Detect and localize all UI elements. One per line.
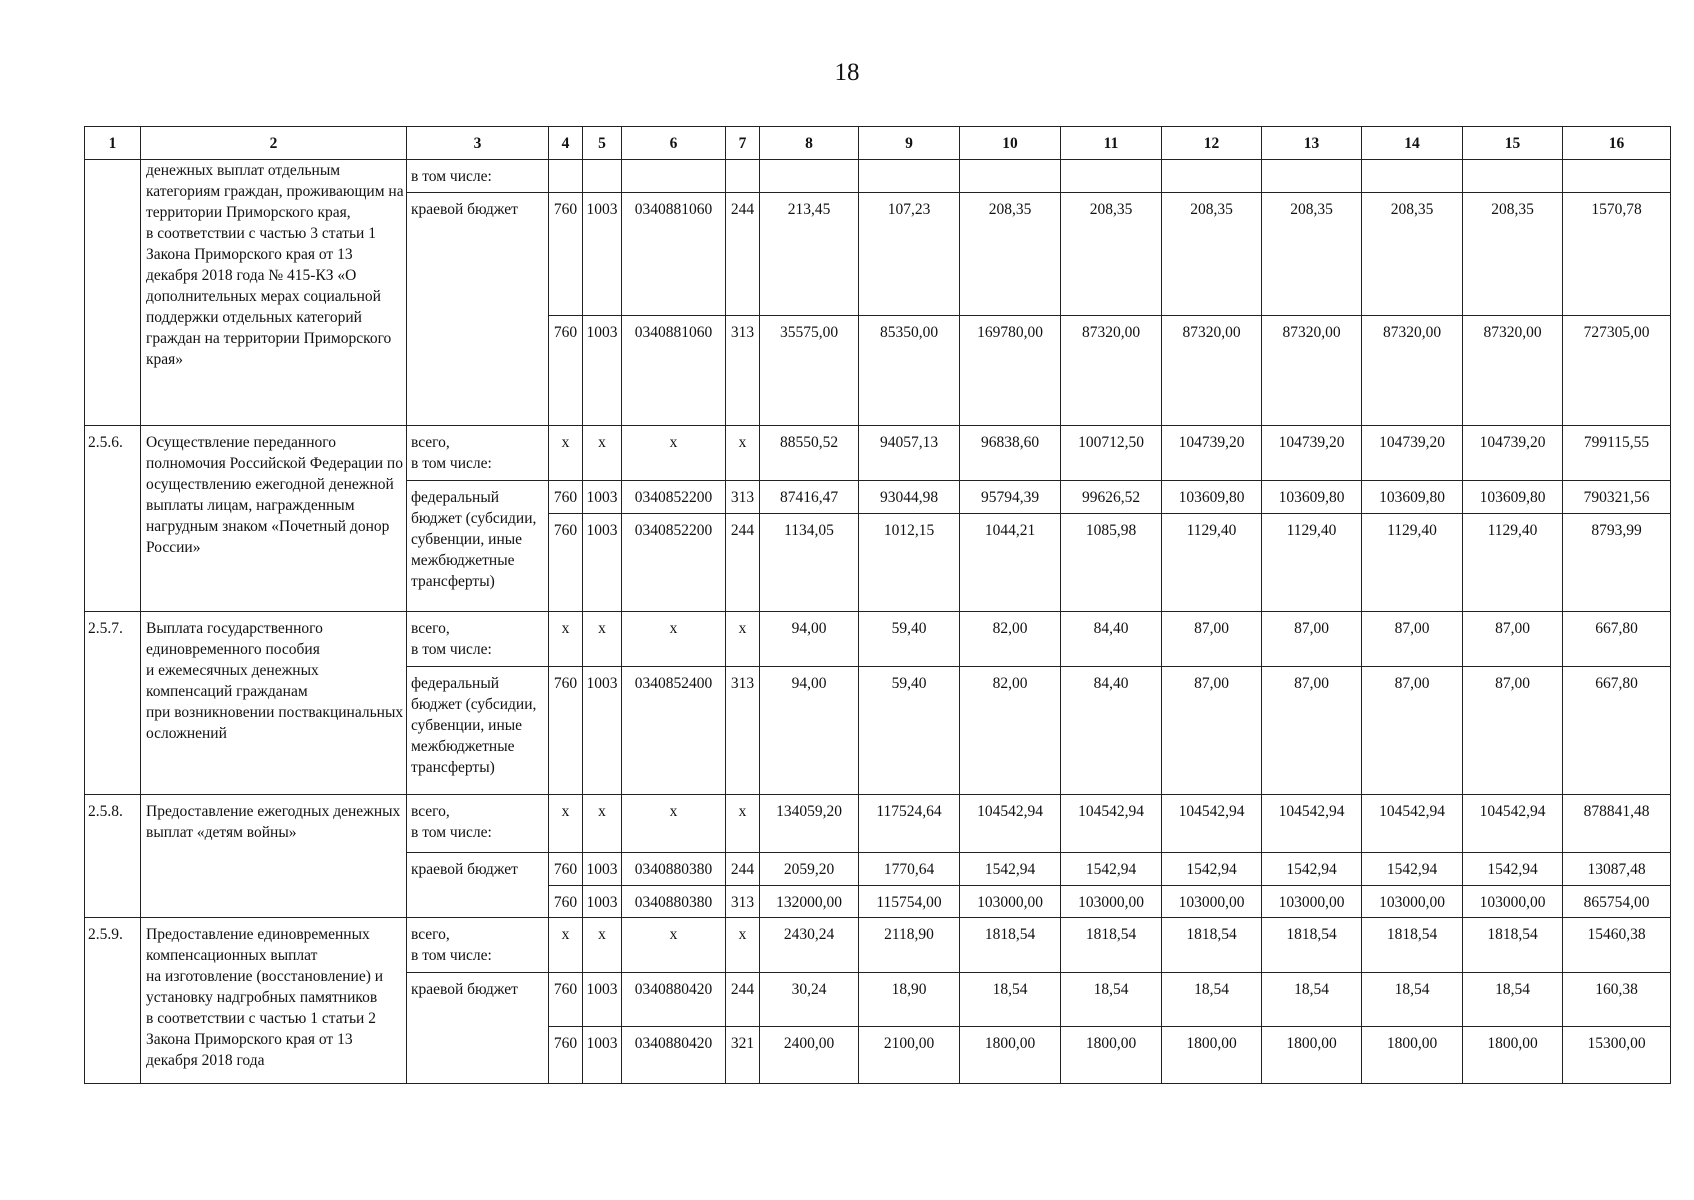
value-cell: 213,45 [760, 193, 859, 316]
code-target: 0340880420 [622, 973, 726, 1027]
value-cell: 94,00 [760, 667, 859, 795]
value-cell: 2100,00 [859, 1027, 960, 1084]
value-cell: 103000,00 [960, 886, 1061, 918]
value-cell: 1818,54 [1463, 918, 1563, 973]
value-cell: 18,54 [960, 973, 1061, 1027]
value-cell: 103609,80 [1162, 481, 1262, 514]
value-cell: 103000,00 [1262, 886, 1362, 918]
header-cell: 3 [407, 127, 549, 160]
value-cell: 104739,20 [1262, 426, 1362, 481]
value-cell: 1134,05 [760, 514, 859, 612]
table-row [85, 795, 1671, 853]
value-cell: 95794,39 [960, 481, 1061, 514]
funding-source: всего, в том числе: [407, 795, 549, 853]
code-section: x [583, 795, 622, 853]
code-target: 0340852200 [622, 481, 726, 514]
value-cell: 85350,00 [859, 316, 960, 426]
value-cell: 727305,00 [1563, 316, 1671, 426]
value-cell: 87320,00 [1362, 316, 1463, 426]
table-row [85, 612, 1671, 667]
value-cell: 82,00 [960, 667, 1061, 795]
code-ministry: x [549, 426, 583, 481]
header-cell: 11 [1061, 127, 1162, 160]
value-cell: 94,00 [760, 612, 859, 667]
value-cell [1362, 160, 1463, 193]
value-cell: 1800,00 [960, 1027, 1061, 1084]
section-name: денежных выплат отдельным категориям граждан, проживающим на территории Приморского края, в соответствии с частью 3 статьи 1 Закона Приморского края от 13 декабря 2018 года № 415-КЗ «О дополнительных мерах социальной поддержки отдельных категорий граждан на территории Приморского края» [141, 160, 407, 426]
code-section [583, 160, 622, 193]
header-cell: 1 [85, 127, 141, 160]
code-type: x [726, 918, 760, 973]
header-cell: 5 [583, 127, 622, 160]
code-target [622, 160, 726, 193]
value-cell [960, 160, 1061, 193]
value-cell: 104542,94 [960, 795, 1061, 853]
value-cell: 18,54 [1362, 973, 1463, 1027]
code-section: 1003 [583, 481, 622, 514]
value-cell [1563, 160, 1671, 193]
code-type: x [726, 426, 760, 481]
code-section: 1003 [583, 973, 622, 1027]
header-row [85, 127, 1671, 160]
value-cell [1061, 160, 1162, 193]
section-name: Предоставление единовременных компенсационных выплат на изготовление (восстановление) и установку надгробных памятников в соответствии с частью 1 статьи 2 Закона Приморского края от 13 декабря 2018 года [141, 918, 407, 1084]
value-cell: 107,23 [859, 193, 960, 316]
header-cell: 15 [1463, 127, 1563, 160]
value-cell: 94057,13 [859, 426, 960, 481]
code-target: 0340852400 [622, 667, 726, 795]
value-cell: 1800,00 [1463, 1027, 1563, 1084]
funding-source: всего, в том числе: [407, 612, 549, 667]
code-type [726, 160, 760, 193]
value-cell: 87320,00 [1061, 316, 1162, 426]
code-type: x [726, 795, 760, 853]
header-cell: 10 [960, 127, 1061, 160]
value-cell: 99626,52 [1061, 481, 1162, 514]
code-section: 1003 [583, 853, 622, 886]
value-cell: 87320,00 [1162, 316, 1262, 426]
value-cell: 103000,00 [1162, 886, 1262, 918]
value-cell: 104739,20 [1162, 426, 1262, 481]
code-section: 1003 [583, 1027, 622, 1084]
header-cell: 14 [1362, 127, 1463, 160]
value-cell: 208,35 [1362, 193, 1463, 316]
code-ministry: 760 [549, 973, 583, 1027]
funding-source: федеральный бюджет (субсидии, субвенции, иные межбюджетные трансферты) [407, 481, 549, 612]
header-cell: 8 [760, 127, 859, 160]
code-section: 1003 [583, 316, 622, 426]
value-cell [859, 160, 960, 193]
value-cell: 59,40 [859, 612, 960, 667]
value-cell: 1129,40 [1463, 514, 1563, 612]
header-cell: 7 [726, 127, 760, 160]
code-target: 0340881060 [622, 193, 726, 316]
value-cell: 1129,40 [1362, 514, 1463, 612]
value-cell [1162, 160, 1262, 193]
value-cell [1463, 160, 1563, 193]
value-cell: 160,38 [1563, 973, 1671, 1027]
value-cell: 87,00 [1463, 612, 1563, 667]
value-cell: 87,00 [1262, 612, 1362, 667]
value-cell: 88550,52 [760, 426, 859, 481]
section-name: Выплата государственного единовременного пособия и ежемесячных денежных компенсаций гражданам при возникновении поствакцинальных осложнений [141, 612, 407, 795]
code-section: 1003 [583, 193, 622, 316]
header-cell: 16 [1563, 127, 1671, 160]
funding-source: краевой бюджет [407, 973, 549, 1084]
section-name: Предоставление ежегодных денежных выплат «детям войны» [141, 795, 407, 918]
budget-table [84, 126, 1671, 1084]
value-cell: 667,80 [1563, 612, 1671, 667]
value-cell: 103609,80 [1362, 481, 1463, 514]
funding-source: в том числе: [407, 160, 549, 193]
value-cell: 15300,00 [1563, 1027, 1671, 1084]
value-cell: 1129,40 [1162, 514, 1262, 612]
funding-source: краевой бюджет [407, 853, 549, 918]
value-cell: 87,00 [1362, 667, 1463, 795]
value-cell: 18,54 [1162, 973, 1262, 1027]
funding-source: краевой бюджет [407, 193, 549, 426]
value-cell: 1818,54 [1362, 918, 1463, 973]
value-cell: 30,24 [760, 973, 859, 1027]
value-cell: 117524,64 [859, 795, 960, 853]
header-cell: 12 [1162, 127, 1262, 160]
value-cell: 87320,00 [1463, 316, 1563, 426]
section-name: Осуществление переданного полномочия Российской Федерации по осуществлению ежегодной денежной выплаты лицам, награжденным нагрудным знаком «Почетный донор России» [141, 426, 407, 612]
table-row [85, 918, 1671, 973]
value-cell: 667,80 [1563, 667, 1671, 795]
value-cell: 1800,00 [1061, 1027, 1162, 1084]
value-cell: 15460,38 [1563, 918, 1671, 973]
value-cell: 103609,80 [1262, 481, 1362, 514]
funding-source: всего, в том числе: [407, 426, 549, 481]
value-cell: 1770,64 [859, 853, 960, 886]
code-section: 1003 [583, 667, 622, 795]
value-cell: 87,00 [1362, 612, 1463, 667]
code-section: 1003 [583, 514, 622, 612]
value-cell: 103000,00 [1463, 886, 1563, 918]
value-cell: 2059,20 [760, 853, 859, 886]
value-cell: 96838,60 [960, 426, 1061, 481]
section-number [85, 160, 141, 426]
code-type: 313 [726, 886, 760, 918]
value-cell: 103000,00 [1061, 886, 1162, 918]
table-row [85, 426, 1671, 481]
code-target: x [622, 795, 726, 853]
value-cell: 1542,94 [1162, 853, 1262, 886]
value-cell: 1800,00 [1162, 1027, 1262, 1084]
value-cell: 18,54 [1262, 973, 1362, 1027]
code-section: x [583, 918, 622, 973]
value-cell: 1044,21 [960, 514, 1061, 612]
value-cell: 87,00 [1262, 667, 1362, 795]
value-cell: 104542,94 [1362, 795, 1463, 853]
code-type: 244 [726, 193, 760, 316]
value-cell: 18,54 [1061, 973, 1162, 1027]
code-target: x [622, 612, 726, 667]
value-cell: 878841,48 [1563, 795, 1671, 853]
code-section: x [583, 612, 622, 667]
value-cell: 1818,54 [1162, 918, 1262, 973]
value-cell: 208,35 [1262, 193, 1362, 316]
code-ministry: 760 [549, 853, 583, 886]
code-type: 313 [726, 481, 760, 514]
section-number: 2.5.6. [85, 426, 141, 612]
value-cell: 2400,00 [760, 1027, 859, 1084]
code-ministry: 760 [549, 667, 583, 795]
value-cell [1262, 160, 1362, 193]
code-ministry [549, 160, 583, 193]
value-cell: 87,00 [1162, 667, 1262, 795]
section-number: 2.5.7. [85, 612, 141, 795]
value-cell: 790321,56 [1563, 481, 1671, 514]
value-cell: 169780,00 [960, 316, 1061, 426]
value-cell: 1818,54 [960, 918, 1061, 973]
header-cell: 4 [549, 127, 583, 160]
value-cell: 35575,00 [760, 316, 859, 426]
value-cell: 1800,00 [1262, 1027, 1362, 1084]
value-cell: 104739,20 [1362, 426, 1463, 481]
value-cell: 104739,20 [1463, 426, 1563, 481]
code-type: 244 [726, 973, 760, 1027]
value-cell: 103000,00 [1362, 886, 1463, 918]
value-cell: 134059,20 [760, 795, 859, 853]
value-cell: 132000,00 [760, 886, 859, 918]
value-cell: 1818,54 [1061, 918, 1162, 973]
code-target: 0340880420 [622, 1027, 726, 1084]
value-cell: 87,00 [1463, 667, 1563, 795]
code-type: 313 [726, 316, 760, 426]
code-type: 321 [726, 1027, 760, 1084]
value-cell: 82,00 [960, 612, 1061, 667]
code-section: x [583, 426, 622, 481]
code-target: 0340880380 [622, 853, 726, 886]
value-cell: 18,54 [1463, 973, 1563, 1027]
value-cell [760, 160, 859, 193]
value-cell: 104542,94 [1162, 795, 1262, 853]
table-row [85, 160, 1671, 193]
value-cell: 103609,80 [1463, 481, 1563, 514]
code-ministry: 760 [549, 514, 583, 612]
value-cell: 84,40 [1061, 612, 1162, 667]
code-section: 1003 [583, 886, 622, 918]
value-cell: 1542,94 [1061, 853, 1162, 886]
funding-source: федеральный бюджет (субсидии, субвенции, иные межбюджетные трансферты) [407, 667, 549, 795]
code-ministry: x [549, 918, 583, 973]
value-cell: 1570,78 [1563, 193, 1671, 316]
value-cell: 1800,00 [1362, 1027, 1463, 1084]
code-ministry: x [549, 795, 583, 853]
code-ministry: 760 [549, 1027, 583, 1084]
value-cell: 208,35 [1162, 193, 1262, 316]
code-ministry: 760 [549, 886, 583, 918]
value-cell: 2118,90 [859, 918, 960, 973]
value-cell: 208,35 [960, 193, 1061, 316]
header-cell: 13 [1262, 127, 1362, 160]
code-type: 313 [726, 667, 760, 795]
value-cell: 208,35 [1463, 193, 1563, 316]
funding-source: всего, в том числе: [407, 918, 549, 973]
value-cell: 87416,47 [760, 481, 859, 514]
value-cell: 799115,55 [1563, 426, 1671, 481]
value-cell: 1542,94 [1463, 853, 1563, 886]
value-cell: 1542,94 [1362, 853, 1463, 886]
code-ministry: x [549, 612, 583, 667]
value-cell: 104542,94 [1262, 795, 1362, 853]
value-cell: 93044,98 [859, 481, 960, 514]
code-ministry: 760 [549, 481, 583, 514]
code-target: x [622, 426, 726, 481]
code-type: x [726, 612, 760, 667]
value-cell: 13087,48 [1563, 853, 1671, 886]
value-cell: 18,90 [859, 973, 960, 1027]
value-cell: 87,00 [1162, 612, 1262, 667]
code-target: x [622, 918, 726, 973]
value-cell: 208,35 [1061, 193, 1162, 316]
section-number: 2.5.8. [85, 795, 141, 918]
header-cell: 6 [622, 127, 726, 160]
value-cell: 1818,54 [1262, 918, 1362, 973]
value-cell: 115754,00 [859, 886, 960, 918]
value-cell: 1012,15 [859, 514, 960, 612]
value-cell: 104542,94 [1061, 795, 1162, 853]
code-target: 0340852200 [622, 514, 726, 612]
code-ministry: 760 [549, 193, 583, 316]
code-type: 244 [726, 514, 760, 612]
value-cell: 100712,50 [1061, 426, 1162, 481]
value-cell: 8793,99 [1563, 514, 1671, 612]
section-number: 2.5.9. [85, 918, 141, 1084]
value-cell: 84,40 [1061, 667, 1162, 795]
value-cell: 1085,98 [1061, 514, 1162, 612]
code-target: 0340881060 [622, 316, 726, 426]
code-type: 244 [726, 853, 760, 886]
value-cell: 87320,00 [1262, 316, 1362, 426]
value-cell: 1542,94 [1262, 853, 1362, 886]
code-ministry: 760 [549, 316, 583, 426]
value-cell: 59,40 [859, 667, 960, 795]
value-cell: 2430,24 [760, 918, 859, 973]
header-cell: 9 [859, 127, 960, 160]
value-cell: 1129,40 [1262, 514, 1362, 612]
value-cell: 1542,94 [960, 853, 1061, 886]
value-cell: 865754,00 [1563, 886, 1671, 918]
value-cell: 104542,94 [1463, 795, 1563, 853]
header-cell: 2 [141, 127, 407, 160]
code-target: 0340880380 [622, 886, 726, 918]
page-number: 18 [834, 59, 860, 86]
